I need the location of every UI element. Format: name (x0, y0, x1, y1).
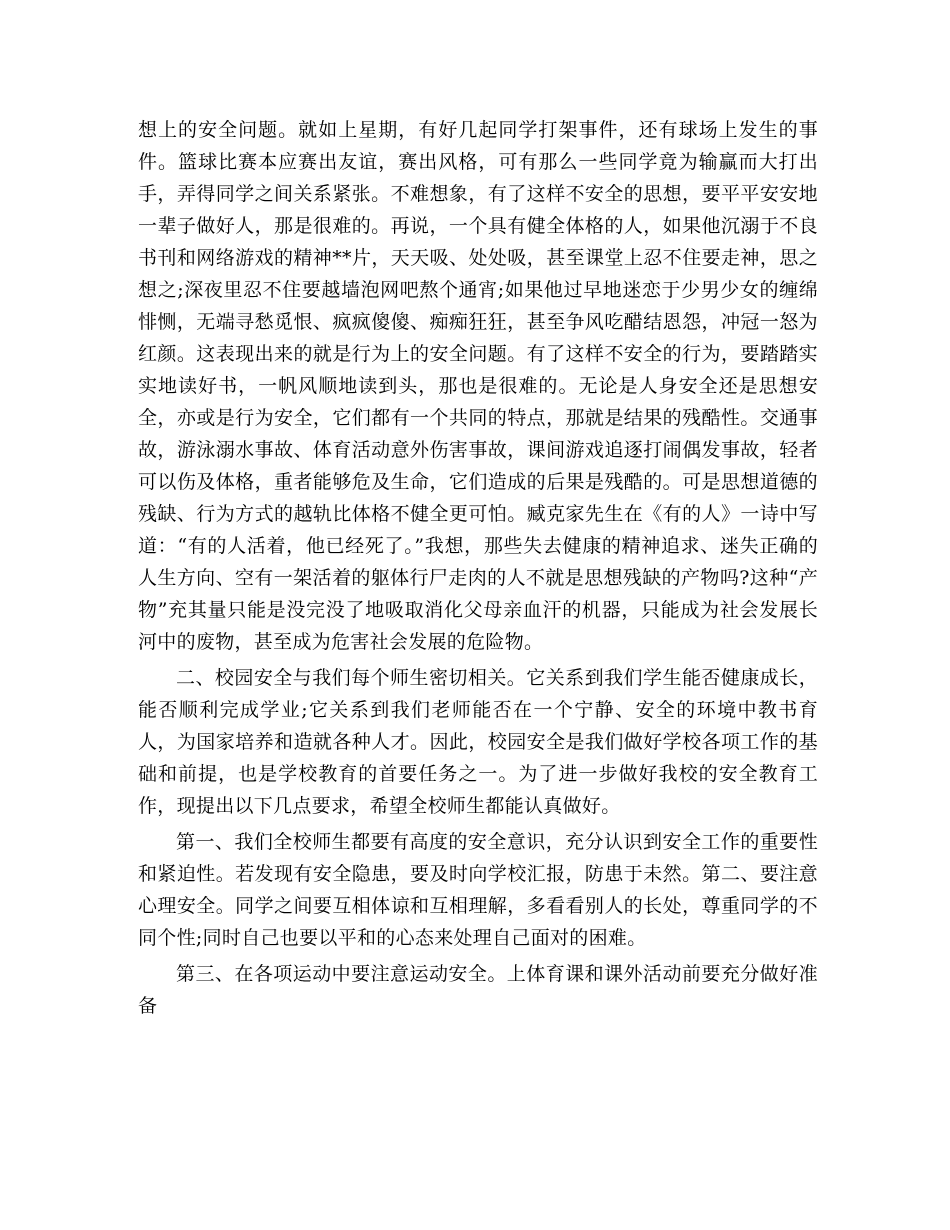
body-paragraph-3: 第一、我们全校师生都要有高度的安全意识，充分认识到安全工作的重要性和紧迫性。若发现有安全隐患，要及时向学校汇报，防患于未然。第二、要注意心理安全。同学之间要互相体谅和互相理解，多看看别人的长处，尊重同学的不同个性;同时自己也要以平和的心态来处理自己面对的困难。 (138, 831, 818, 949)
body-paragraph-4: 第三、在各项运动中要注意运动安全。上体育课和课外活动前要充分做好准备 (138, 963, 818, 1017)
body-paragraph-2: 二、校园安全与我们每个师生密切相关。它关系到我们学生能否健康成长，能否顺利完成学业;它关系到我们老师能否在一个宁静、安全的环境中教书育人，为国家培养和造就各种人才。因此，校园安全是我们做好学校各项工作的基础和前提，也是学校教育的首要任务之一。为了进一步做好我校的安全教育工作，现提出以下几点要求，希望全校师生都能认真做好。 (138, 667, 818, 817)
document-body (138, 114, 818, 1026)
body-paragraph-1: 想上的安全问题。就如上星期，有好几起同学打架事件，还有球场上发生的事件。篮球比赛本应赛出友谊，赛出风格，可有那么一些同学竟为输赢而大打出手，弄得同学之间关系紧张。不难想象，有了这样不安全的思想，要平平安安地一辈子做好人，那是很难的。再说，一个具有健全体格的人，如果他沉溺于不良书刊和网络游戏的精神**片，天天吸、处处吸，甚至课堂上忍不住要走神，思之想之;深夜里忍不住要越墙泡网吧熬个通宵;如果他过早地迷恋于少男少女的缠绵悱恻，无端寻愁觅恨、疯疯傻傻、痴痴狂狂，甚至争风吃醋结恩怨，冲冠一怒为红颜。这表现出来的就是行为上的安全问题。有了这样不安全的行为，要踏踏实实地读好书，一帆风顺地读到头，那也是很难的。无论是人身安全还是思想安全，亦或是行为安全，它们都有一个共同的特点，那就是结果的残酷性。交通事故，游泳溺水事故、体育活动意外伤害事故，课间游戏追逐打闹偶发事故，轻者可以伤及体格，重者能够危及生命，它们造成的后果是残酷的。可是思想道德的残缺、行为方式的越轨比体格不健全更可怕。臧克家先生在《有的人》一诗中写道：“有的人活着，他已经死了。”我想，那些失去健康的精神追求、迷失正确的人生方向、空有一架活着的躯体行尸走肉的人不就是思想残缺的产物吗?这种“产物”充其量只能是没完没了地吸取消化父母亲血汗的机器，只能成为社会发展长河中的废物，甚至成为危害社会发展的危险物。 (138, 119, 818, 653)
